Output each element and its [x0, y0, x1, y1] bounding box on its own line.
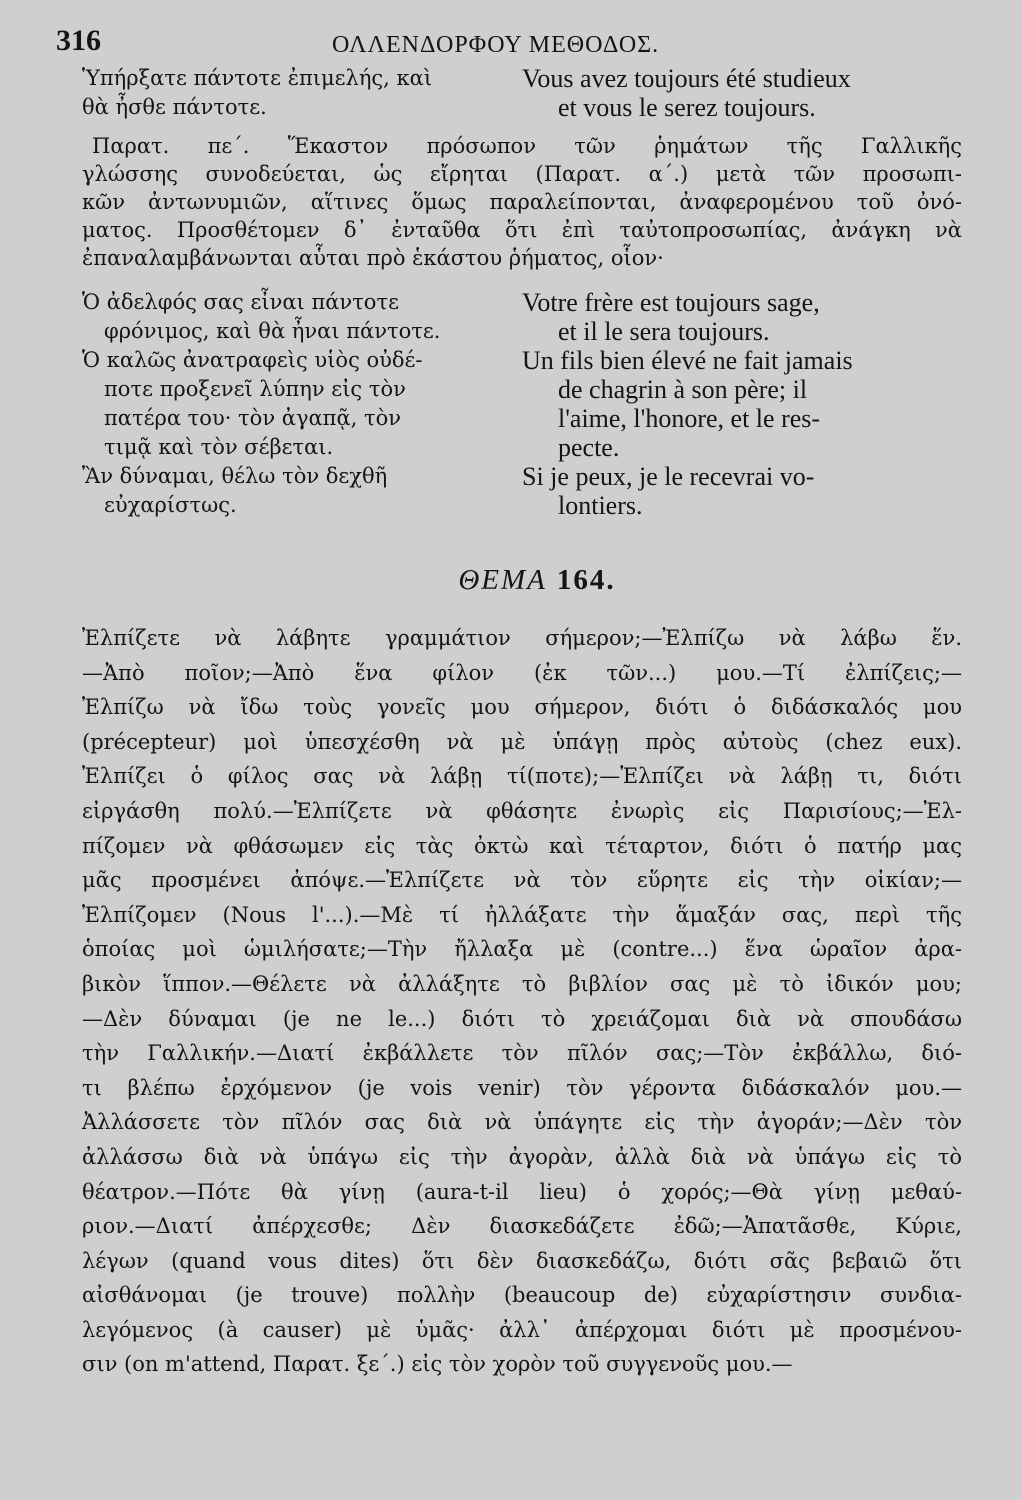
- exercise-line: Ἐλπίζετε νὰ λάβητε γραμμάτιον σήμερον;—Ἐλπίζω νὰ λάβω ἕν.: [82, 626, 962, 650]
- exercise-line: εἰργάσθη πολύ.—Ἐλπίζετε νὰ φθάσητε ἐνωρὶς εἰς Παρισίους;—Ἐλ-: [82, 798, 962, 823]
- theme-number: 164.: [556, 564, 616, 596]
- exercise-line: —Ἀπὸ ποῖον;—Ἀπὸ ἕνα φίλον (ἐκ τῶν...) μου.—Τί ἐλπίζεις;—: [82, 660, 962, 685]
- french-line: l'aime, l'honore, et le res-: [558, 404, 821, 433]
- exercise-line: (précepteur) μοὶ ὑπεσχέσθη νὰ μὲ ὑπάγῃ πρὸς αὐτοὺς (chez eux).: [82, 729, 962, 754]
- greek-column: [82, 64, 510, 122]
- page-header: [56, 18, 962, 64]
- exercise-line: πίζομεν νὰ φθάσωμεν εἰς τὰς ὀκτὼ καὶ τέταρτον, διότι ὁ πατήρ μας: [82, 833, 962, 858]
- exercise-line: λέγων (quand vous dites) ὅτι δὲν διασκεδάζω, διότι σᾶς βεβαιῶ ὅτι: [82, 1248, 962, 1273]
- greek-line: πατέρα του· τὸν ἀγαπᾷ, τὸν: [104, 406, 402, 430]
- paragraph-line: ἐπαναλαμβάνωνται αὗται πρὸ ἑκάστου ῥήματος, οἷον·: [82, 246, 664, 270]
- greek-examples-column: [82, 288, 510, 520]
- grammar-note-paragraph: [82, 132, 962, 272]
- exercise-line: μᾶς προσμένει ἀπόψε.—Ἐλπίζετε νὰ τὸν εὕρητε εἰς τὴν οἰκίαν;—: [82, 868, 962, 893]
- exercise-line: λεγόμενος (à causer) μὲ ὑμᾶς· ἀλλ᾽ ἀπέρχομαι διότι μὲ προσμένου-: [82, 1317, 962, 1342]
- french-examples-column: [522, 288, 962, 520]
- greek-line: Ὁ καλῶς ἀνατραφεὶς υἱὸς οὐδέ-: [82, 348, 423, 372]
- exercise-line: Ἐλπίζομεν (Nous l'...).—Μὲ τί ἠλλάξατε τὴν ἅμαξάν σας, περὶ τῆς: [82, 902, 962, 927]
- french-line: Un fils bien élevé ne fait jamais: [522, 346, 853, 375]
- exercise-line: Ἐλπίζω νὰ ἴδω τοὺς γονεῖς μου σήμερον, διότι ὁ διδάσκαλός μου: [82, 695, 962, 720]
- exercise-line: Ἀλλάσσετε τὸν πῖλόν σας διὰ νὰ ὑπάγητε εἰς τὴν ἀγοράν;—Δὲν τὸν: [82, 1110, 962, 1135]
- french-line: et il le sera toujours.: [558, 317, 770, 346]
- exercise-line: θέατρον.—Πότε θὰ γίνῃ (aura-t-il lieu) ὁ χορός;—Θὰ γίνῃ μεθαύ-: [82, 1179, 962, 1204]
- exercise-line: ἀλλάσσω διὰ νὰ ὑπάγω εἰς τὴν ἀγορὰν, ἀλλὰ διὰ νὰ ὑπάγω εἰς τὸ: [82, 1144, 962, 1169]
- examples-block: [82, 288, 962, 520]
- greek-line: θὰ ἦσθε πάντοτε.: [82, 95, 267, 119]
- french-line: Votre frère est toujours sage,: [522, 288, 820, 317]
- page-number: 316: [56, 24, 101, 57]
- french-line: pecte.: [558, 433, 620, 462]
- theme-heading: [112, 564, 962, 597]
- paragraph-line: κῶν ἀντωνυμιῶν, αἵτινες ὅμως παραλείπονται, ἀναφερομένου τοῦ ὀνό-: [82, 190, 962, 214]
- greek-line: εὐχαρίστως.: [104, 493, 237, 517]
- exercise-line: σιν (on m'attend, Παρατ. ξε΄.) εἰς τὸν χορὸν τοῦ συγγενοῦς μου.—: [82, 1352, 793, 1377]
- paragraph-line: ματος. Προσθέτομεν δ᾽ ἐνταῦθα ὅτι ἐπὶ ταὐτοπροσωπίας, ἀνάγκη νὰ: [82, 218, 962, 242]
- exercise-line: τὴν Γαλλικήν.—Διατί ἐκβάλλετε τὸν πῖλόν σας;—Τὸν ἐκβάλλω, διό-: [82, 1041, 962, 1066]
- exercise-line: —Δὲν δύναμαι (je ne le...) διότι τὸ χρειάζομαι διὰ νὰ σπουδάσω: [82, 1006, 962, 1031]
- french-column: [522, 64, 962, 122]
- greek-line: ποτε προξενεῖ λύπην εἰς τὸν: [104, 377, 406, 401]
- paragraph-line: γλώσσης συνοδεύεται, ὡς εἴρηται (Παρατ. α΄.) μετὰ τῶν προσωπι-: [82, 162, 962, 186]
- paragraph-line: Παρατ. πε΄. Ἕκαστον πρόσωπον τῶν ῥημάτων τῆς Γαλλικῆς: [92, 134, 962, 158]
- exercise-line: βικὸν ἵππον.—Θέλετε νὰ ἀλλάξητε τὸ βιβλίον σας μὲ τὸ ἰδικόν μου;: [82, 971, 962, 996]
- running-head: ΟΛΛΕΝΔΟΡΦΟΥ ΜΕΘΟΔΟΣ.: [332, 32, 660, 58]
- french-line: et vous le serez toujours.: [558, 93, 816, 122]
- exercise-line: τι βλέπω ἐρχόμενον (je vois venir) τὸν γέροντα διδάσκαλόν μου.—: [82, 1075, 962, 1100]
- theme-label: ΘΕΜΑ: [458, 564, 547, 596]
- exercise-line: ριον.—Διατί ἀπέρχεσθε; Δὲν διασκεδάζετε ἐδῶ;—Ἀπατᾶσθε, Κύριε,: [82, 1214, 962, 1239]
- parallel-text-block: [82, 64, 962, 122]
- exercise-line: Ἐλπίζει ὁ φίλος σας νὰ λάβῃ τί(ποτε);—Ἐλπίζει νὰ λάβῃ τι, διότι: [82, 764, 962, 789]
- greek-line: Ὁ ἀδελφός σας εἶναι πάντοτε: [82, 290, 399, 314]
- greek-line: Ἂν δύναμαι, θέλω τὸν δεχθῆ: [82, 464, 388, 488]
- french-line: Vous avez toujours été studieux: [522, 64, 851, 93]
- french-line: lontiers.: [558, 491, 643, 520]
- greek-line: τιμᾷ καὶ τὸν σέβεται.: [104, 435, 334, 459]
- greek-line: Ὑπήρξατε πάντοτε ἐπιμελής, καὶ: [82, 66, 433, 90]
- greek-line: φρόνιμος, καὶ θὰ ἦναι πάντοτε.: [104, 319, 441, 343]
- exercise-line: ὁποίας μοὶ ὡμιλήσατε;—Τὴν ἤλλαξα μὲ (contre...) ἕνα ὡραῖον ἀρα-: [82, 937, 962, 962]
- exercise-line: αἰσθάνομαι (je trouve) πολλὴν (beaucoup de) εὐχαρίστησιν συνδια-: [82, 1283, 962, 1308]
- exercise-text: [82, 621, 962, 1382]
- french-line: de chagrin à son père; il: [558, 375, 808, 404]
- french-line: Si je peux, je le recevrai vo-: [522, 462, 815, 491]
